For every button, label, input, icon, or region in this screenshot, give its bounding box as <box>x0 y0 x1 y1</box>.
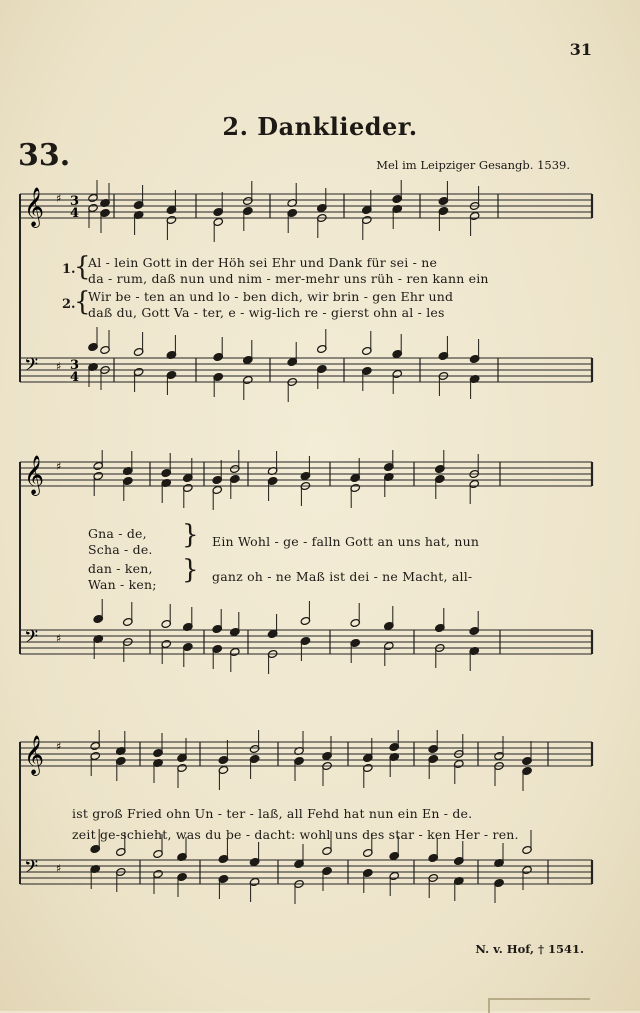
key-sharp-icon: ♯ <box>56 360 62 373</box>
music-system-2 <box>0 450 640 700</box>
lyric-line: Wan - ken; <box>88 577 157 592</box>
music-system-3 <box>0 730 640 930</box>
time-signature: 4 <box>70 206 80 221</box>
key-sharp-icon: ♯ <box>56 632 62 645</box>
lyric-line: Ein Wohl - ge - falln Gott an uns hat, nun <box>212 534 480 549</box>
treble-clef-icon: 𝄞 <box>24 735 45 775</box>
time-signature: 4 <box>70 370 80 385</box>
key-sharp-icon: ♯ <box>56 740 62 753</box>
verse-number: 1. <box>62 262 76 277</box>
music-system-1 <box>0 180 640 420</box>
treble-clef-icon: 𝄞 <box>24 455 45 495</box>
lyric-line: da - rum, daß nun und nim - mer-mehr uns rüh - ren kann ein <box>88 271 489 286</box>
time-signature: 3 <box>70 194 80 209</box>
bass-clef-icon: 𝄢 <box>24 355 39 380</box>
key-sharp-icon: ♯ <box>56 460 62 473</box>
author-credit: N. v. Hof, † 1541. <box>475 942 584 956</box>
lyric-line: dan - ken, <box>88 561 153 576</box>
brace: } <box>182 520 199 550</box>
section-title: 2. Danklieder. <box>222 112 418 141</box>
hymn-number: 33. <box>18 138 71 173</box>
key-sharp-icon: ♯ <box>56 192 62 205</box>
lyric-line: Gna - de, <box>88 526 147 541</box>
lyric-line: ist groß Fried ohn Un - ter - laß, all Fehd hat nun ein En - de. <box>72 806 473 821</box>
page-number: 31 <box>569 40 592 59</box>
time-signature: 3 <box>70 358 80 373</box>
verse-number: 2. <box>62 297 76 312</box>
lyric-line: zeit ge-schieht, was du be - dacht: wohl uns des star - ken Her - ren. <box>72 827 519 842</box>
lyric-line: Wir be - ten an und lo - ben dich, wir brin - gen Ehr und <box>88 289 454 304</box>
brace: { <box>74 287 91 317</box>
lyric-line: Al - lein Gott in der Höh sei Ehr und Dank für sei - ne <box>88 255 438 270</box>
lyric-line: ganz oh - ne Maß ist dei - ne Macht, all- <box>212 569 473 584</box>
bass-clef-icon: 𝄢 <box>24 627 39 652</box>
lyric-line: daß du, Gott Va - ter, e - wig-lich re - gierst ohn al - les <box>88 305 445 320</box>
treble-clef-icon: 𝄞 <box>24 187 45 227</box>
key-sharp-icon: ♯ <box>56 862 62 875</box>
bass-clef-icon: 𝄢 <box>24 857 39 882</box>
brace: } <box>182 555 199 585</box>
melody-credit: Mel im Leipziger Gesangb. 1539. <box>376 158 570 172</box>
brace: { <box>74 252 91 282</box>
lyric-line: Scha - de. <box>88 542 153 557</box>
